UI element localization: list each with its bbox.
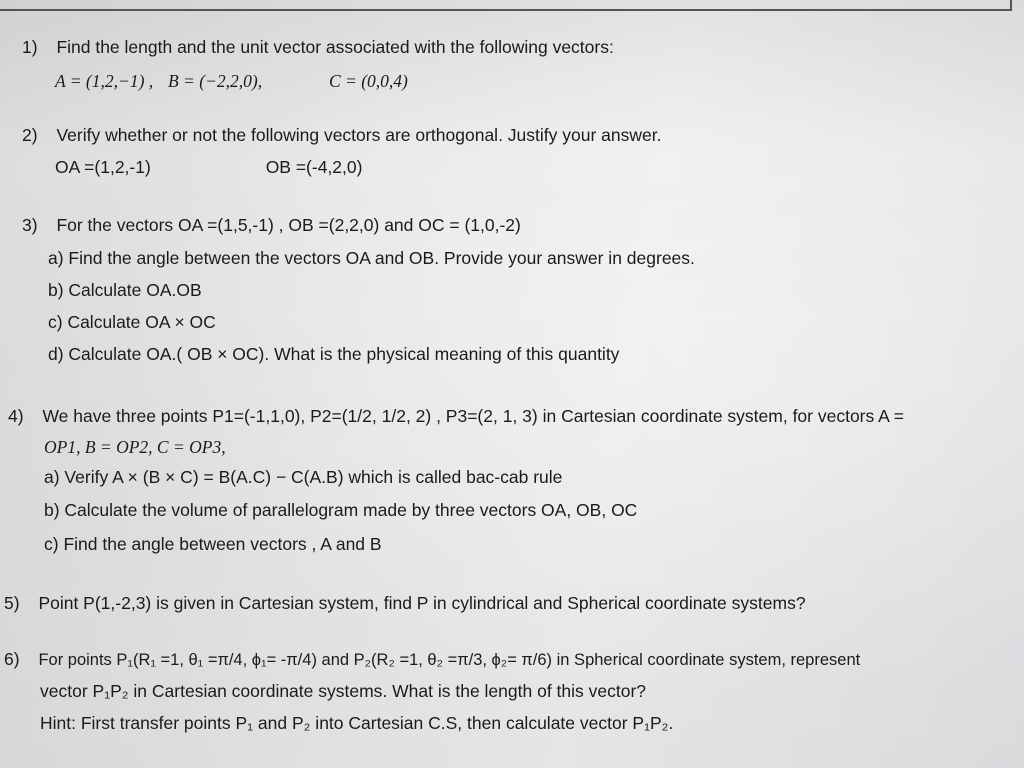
problem-5-text: Point P(1,-2,3) is given in Cartesian system, find P in cylindrical and Spherical coordinate systems? [38,593,806,613]
vector-a-def: A = (1,2,−1) , [55,71,154,91]
problem-1-number: 1) [22,37,38,57]
problem-6-hint: Hint: First transfer points P₁ and P₂ into Cartesian C.S, then calculate vector P₁P₂. [40,713,674,733]
problem-2-line [22,124,661,146]
problem-1-line [22,36,614,58]
vector-ob-def: OB =(-4,2,0) [265,157,363,177]
vector-c-def: C = (0,0,4) [329,71,408,91]
problem-6-text: For points P₁(R₁ =1, θ₁ =π/4, ϕ₁= -π/4) and P₂(R₂ =1, θ₂ =π/3, ϕ₂= π/6) in Spherical coordinate system, represent [38,651,861,669]
problem-2-text: Verify whether or not the following vectors are orthogonal. Justify your answer. [56,125,662,145]
problem-3d: d) Calculate OA.( OB × OC). What is the physical meaning of this quantity [48,344,620,364]
problem-2-number: 2) [22,125,38,145]
problem-4-number: 4) [8,406,24,426]
problem-6-text-2: vector P₁P₂ in Cartesian coordinate systems. What is the length of this vector? [40,681,647,701]
problem-4-text: We have three points P1=(-1,1,0), P2=(1/2, 1/2, 2) , P3=(2, 1, 3) in Cartesian coordinate system, for vectors A = [42,406,904,426]
problem-4-line [8,405,904,427]
problem-3c: c) Calculate OA × OC [48,312,216,332]
problem-5-line [4,592,806,614]
problem-4-vector-defs: OP1, B = OP2, C = OP3, [44,437,226,457]
problem-4b: b) Calculate the volume of parallelogram made by three vectors OA, OB, OC [44,500,638,520]
problem-3-number: 3) [22,215,38,235]
problem-5-number: 5) [4,593,20,613]
problem-3-line [22,214,521,236]
vector-oa-def: OA =(1,2,-1) [55,157,151,177]
problem-4c: c) Find the angle between vectors , A and B [44,534,382,554]
problem-3b: b) Calculate OA.OB [48,280,202,300]
problem-1-text: Find the length and the unit vector associated with the following vectors: [56,37,614,57]
problem-3-text: For the vectors OA =(1,5,-1) , OB =(2,2,0) and OC = (1,0,-2) [56,215,521,235]
top-border-line [0,0,1012,11]
problem-4a: a) Verify A × (B × C) = B(A.C) − C(A.B) which is called bac-cab rule [44,467,563,487]
problem-1-vectors [55,70,408,92]
problem-6-line [4,648,860,671]
problem-3a: a) Find the angle between the vectors OA and OB. Provide your answer in degrees. [48,248,695,268]
problem-2-vectors [55,156,362,178]
problem-6-number: 6) [4,649,20,669]
problem-4-text-2 [44,436,226,458]
vector-b-def: B = (−2,2,0), [168,71,263,91]
